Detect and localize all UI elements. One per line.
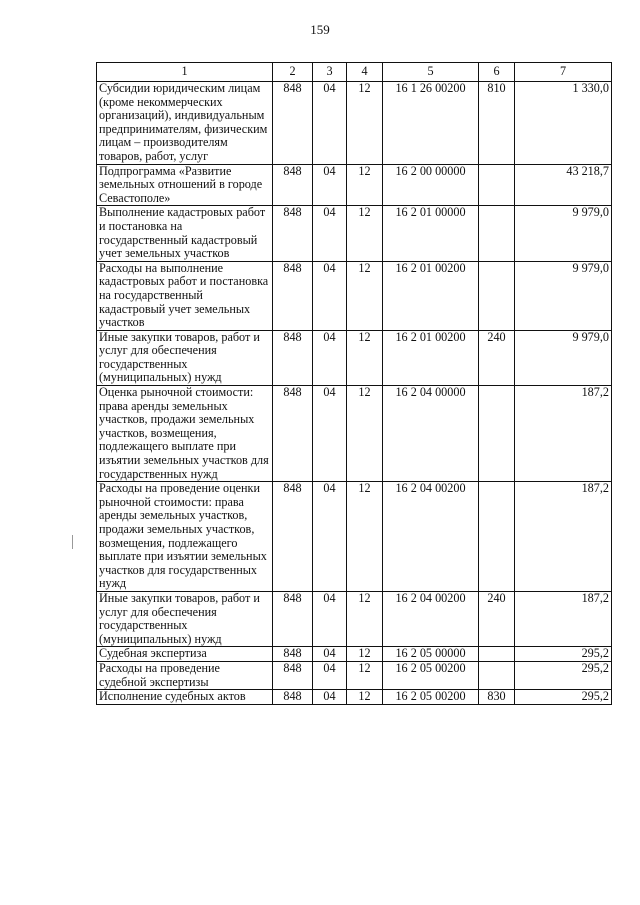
row-subsection: 12	[347, 482, 383, 592]
row-subsection: 12	[347, 330, 383, 385]
row-expense-type: 830	[479, 690, 515, 705]
row-amount: 1 330,0	[515, 82, 612, 165]
row-name: Выполнение кадастровых работ и постановка на государственный кадастровый учет земельных участков	[97, 206, 273, 261]
row-expense-type: 810	[479, 82, 515, 165]
row-subsection: 12	[347, 206, 383, 261]
row-section: 04	[313, 164, 347, 206]
row-expense-type: 240	[479, 591, 515, 646]
row-section: 04	[313, 82, 347, 165]
row-section: 04	[313, 591, 347, 646]
table-row	[97, 661, 612, 689]
row-code: 848	[273, 82, 313, 165]
row-subsection: 12	[347, 661, 383, 689]
row-section: 04	[313, 330, 347, 385]
row-code: 848	[273, 386, 313, 482]
row-name: Расходы на проведение оценки рыночной стоимости: права аренды земельных участков, продажи земельных участков, возмещения, подлежащего выплате при изъятии земельных участков для государственных нужд	[97, 482, 273, 592]
table-body	[97, 82, 612, 705]
row-subsection: 12	[347, 647, 383, 662]
row-expense-type	[479, 164, 515, 206]
table-header-row	[97, 63, 612, 82]
row-code: 848	[273, 482, 313, 592]
table-row	[97, 386, 612, 482]
column-header: 4	[347, 63, 383, 82]
row-target-article: 16 2 04 00200	[383, 591, 479, 646]
row-subsection: 12	[347, 690, 383, 705]
row-amount: 43 218,7	[515, 164, 612, 206]
row-expense-type	[479, 482, 515, 592]
row-target-article: 16 2 01 00000	[383, 206, 479, 261]
row-code: 848	[273, 690, 313, 705]
page-number: 159	[310, 22, 330, 37]
row-name: Иные закупки товаров, работ и услуг для обеспечения государственных (муниципальных) нужд	[97, 330, 273, 385]
table-row	[97, 82, 612, 165]
table-row	[97, 647, 612, 662]
row-expense-type: 240	[479, 330, 515, 385]
row-target-article: 16 2 01 00200	[383, 330, 479, 385]
budget-table	[96, 62, 612, 705]
row-amount: 9 979,0	[515, 206, 612, 261]
column-header: 6	[479, 63, 515, 82]
row-name: Субсидии юридическим лицам (кроме некоммерческих организаций), индивидуальным предпринимателям, физическим лицам – производителям товаров, работ, услуг	[97, 82, 273, 165]
column-header: 7	[515, 63, 612, 82]
row-section: 04	[313, 690, 347, 705]
table-row	[97, 591, 612, 646]
row-target-article: 16 2 00 00000	[383, 164, 479, 206]
row-name: Исполнение судебных актов	[97, 690, 273, 705]
row-subsection: 12	[347, 82, 383, 165]
row-expense-type	[479, 261, 515, 330]
row-target-article: 16 1 26 00200	[383, 82, 479, 165]
row-expense-type	[479, 206, 515, 261]
row-name: Подпрограмма «Развитие земельных отношений в городе Севастополе»	[97, 164, 273, 206]
row-target-article: 16 2 04 00200	[383, 482, 479, 592]
row-amount: 295,2	[515, 661, 612, 689]
row-subsection: 12	[347, 386, 383, 482]
column-header: 1	[97, 63, 273, 82]
row-amount: 187,2	[515, 482, 612, 592]
table-row	[97, 690, 612, 705]
column-header: 3	[313, 63, 347, 82]
row-name: Расходы на проведение судебной экспертизы	[97, 661, 273, 689]
row-code: 848	[273, 206, 313, 261]
row-section: 04	[313, 661, 347, 689]
table-row	[97, 206, 612, 261]
row-expense-type	[479, 647, 515, 662]
row-amount: 295,2	[515, 690, 612, 705]
row-subsection: 12	[347, 261, 383, 330]
row-name: Расходы на выполнение кадастровых работ и постановка на государственный кадастровый учет земельных участков	[97, 261, 273, 330]
row-target-article: 16 2 01 00200	[383, 261, 479, 330]
column-header: 2	[273, 63, 313, 82]
column-header: 5	[383, 63, 479, 82]
row-name: Судебная экспертиза	[97, 647, 273, 662]
row-subsection: 12	[347, 164, 383, 206]
table-row	[97, 330, 612, 385]
row-expense-type	[479, 661, 515, 689]
row-subsection: 12	[347, 591, 383, 646]
row-code: 848	[273, 647, 313, 662]
row-section: 04	[313, 206, 347, 261]
row-code: 848	[273, 591, 313, 646]
row-amount: 187,2	[515, 386, 612, 482]
table-row	[97, 261, 612, 330]
row-amount: 187,2	[515, 591, 612, 646]
row-section: 04	[313, 482, 347, 592]
row-code: 848	[273, 164, 313, 206]
row-code: 848	[273, 261, 313, 330]
row-target-article: 16 2 05 00200	[383, 661, 479, 689]
row-amount: 295,2	[515, 647, 612, 662]
table-row	[97, 482, 612, 592]
row-amount: 9 979,0	[515, 330, 612, 385]
table-row	[97, 164, 612, 206]
row-target-article: 16 2 04 00000	[383, 386, 479, 482]
row-amount: 9 979,0	[515, 261, 612, 330]
row-expense-type	[479, 386, 515, 482]
row-section: 04	[313, 647, 347, 662]
scan-mark	[72, 535, 73, 549]
row-name: Иные закупки товаров, работ и услуг для обеспечения государственных (муниципальных) нужд	[97, 591, 273, 646]
row-section: 04	[313, 261, 347, 330]
row-code: 848	[273, 661, 313, 689]
row-target-article: 16 2 05 00000	[383, 647, 479, 662]
row-name: Оценка рыночной стоимости: права аренды земельных участков, продажи земельных участков, возмещения, подлежащего выплате при изъятии земельных участков для государственных нужд	[97, 386, 273, 482]
row-code: 848	[273, 330, 313, 385]
row-section: 04	[313, 386, 347, 482]
row-target-article: 16 2 05 00200	[383, 690, 479, 705]
